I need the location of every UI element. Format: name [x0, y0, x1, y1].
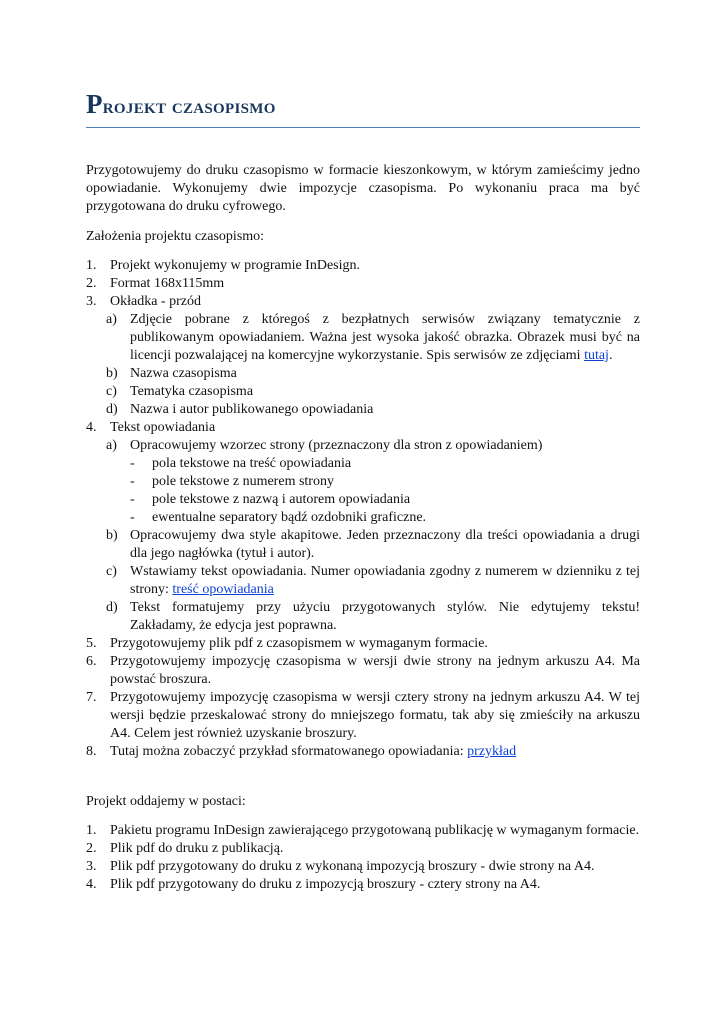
sublist-item [86, 365, 640, 383]
item-text: Okładka - przód [110, 294, 201, 309]
item-number: 7. [86, 690, 97, 705]
list-item [86, 635, 640, 653]
dash-marker: - [130, 456, 135, 471]
item-text: Pakietu programu InDesign zawierającego przygotowaną publikację w wymaganym formacie. [110, 823, 640, 838]
sublist [106, 311, 640, 419]
item-number: 1. [86, 823, 97, 838]
sub-number: d) [106, 600, 118, 615]
sub-number: c) [106, 384, 117, 399]
sub-text: Tematyka czasopisma [130, 384, 254, 399]
dash-item [86, 491, 640, 509]
item-text: Tutaj można zobaczyć przykład sformatowanego opowiadania: [110, 744, 468, 759]
sub-number: a) [106, 438, 117, 453]
list-item [86, 293, 640, 419]
dash-text: pola tekstowe na treść opowiadania [152, 456, 352, 471]
dash-text: pole tekstowe z nazwą i autorem opowiadania [152, 492, 411, 507]
list-item [86, 257, 640, 275]
dash-item [86, 455, 640, 473]
services-link[interactable]: tutaj [584, 348, 609, 363]
sub-text: Tekst formatujemy przy użyciu przygotowanych stylów. Nie edytujemy tekstu! Zakładamy, że edycja jest poprawna. [130, 600, 640, 633]
item-text: Przygotowujemy impozycję czasopisma w wersji cztery strony na jednym arkuszu A4. W tej wersji będzie przeskalować strony do mniejszego formatu, tak aby się zmieściły na arkuszu A4. Celem jest również uzyskanie broszury. [110, 690, 640, 741]
dash-marker: - [130, 510, 135, 525]
item-number: 1. [86, 258, 97, 273]
dash-item [86, 509, 640, 527]
list-item [86, 419, 640, 635]
list-item [86, 840, 640, 858]
item-text: Projekt wykonujemy w programie InDesign. [110, 258, 361, 273]
page-title [86, 88, 646, 120]
example-link[interactable]: przykład [467, 744, 517, 759]
title-initial: P [86, 89, 103, 119]
item-text: Format 168x115mm [110, 276, 225, 291]
title-rest: rojekt czasopismo [102, 94, 276, 118]
item-text: Tekst opowiadania [110, 420, 216, 435]
dash-item [86, 473, 640, 491]
sublist-item [86, 437, 640, 527]
sublist-item [86, 599, 640, 635]
sub-number: b) [106, 366, 118, 381]
item-number: 4. [86, 877, 97, 892]
sublist-item [86, 383, 640, 401]
sub-text: Zdjęcie pobrane z któregoś z bezpłatnych serwisów związany tematycznie z publikowanym opowiadaniem. Ważna jest wysoka jakość obrazka. Obrazek musi być na licencji pozwalającej na komercyjne wykorzystanie. Spis serwisów ze zdjęciami [130, 312, 640, 363]
list-item [86, 743, 640, 761]
list-item [86, 689, 640, 743]
item-text: Plik pdf przygotowany do druku z impozycją broszury - cztery strony na A4. [110, 877, 541, 892]
item-number: 8. [86, 744, 97, 759]
sub-text-after: . [608, 348, 613, 363]
item-text: Przygotowujemy plik pdf z czasopismem w wymaganym formacie. [110, 636, 488, 651]
sub-number: c) [106, 564, 117, 579]
dash-list [86, 455, 640, 527]
list-item [86, 653, 640, 689]
sub-text: Nazwa i autor publikowanego opowiadania [130, 402, 374, 417]
list-item [86, 822, 640, 840]
item-text: Plik pdf przygotowany do druku z wykonaną impozycją broszury - dwie strony na A4. [110, 859, 595, 874]
sub-text: Opracowujemy dwa style akapitowe. Jeden przeznaczony dla treści opowiadania a drugi dla jego nagłówka (tytuł i autor). [130, 528, 640, 561]
submission-list [86, 822, 640, 894]
title-underline [86, 127, 640, 128]
item-number: 3. [86, 859, 97, 874]
list-item [86, 858, 640, 876]
sublist-item [86, 401, 640, 419]
submission-heading: Projekt oddajemy w postaci: [86, 794, 246, 809]
sub-text: Opracowujemy wzorzec strony (przeznaczony dla stron z opowiadaniem) [130, 438, 543, 453]
sublist-item [86, 563, 640, 599]
dash-text: pole tekstowe z numerem strony [152, 474, 334, 489]
sub-number: a) [106, 312, 117, 327]
sub-text: Nazwa czasopisma [130, 366, 237, 381]
sub-text: Wstawiamy tekst opowiadania. Numer opowiadania zgodny z numerem w dzienniku z tej strony: [130, 564, 640, 597]
item-number: 4. [86, 420, 97, 435]
assumptions-heading: Założenia projektu czasopismo: [86, 229, 265, 244]
item-text: Przygotowujemy impozycję czasopisma w wersji dwie strony na jednym arkuszu A4. Ma powstać broszura. [110, 654, 640, 687]
list-item [86, 275, 640, 293]
item-number: 3. [86, 294, 97, 309]
sub-number: b) [106, 528, 118, 543]
dash-text: ewentualne separatory bądź ozdobniki graficzne. [152, 510, 427, 525]
item-number: 5. [86, 636, 97, 651]
steps-list [86, 257, 640, 761]
item-number: 2. [86, 841, 97, 856]
dash-marker: - [130, 492, 135, 507]
item-number: 2. [86, 276, 97, 291]
dash-marker: - [130, 474, 135, 489]
item-text: Plik pdf do druku z publikacją. [110, 841, 284, 856]
intro-paragraph: Przygotowujemy do druku czasopismo w formacie kieszonkowym, w którym zamieścimy jedno opowiadanie. Wykonujemy dwie impozycje czasopisma. Po wykonaniu praca ma być przygotowana do druku cyfrowego. [86, 163, 640, 214]
list-item [86, 876, 640, 894]
sublist-item [86, 527, 640, 563]
sub-number: d) [106, 402, 118, 417]
sublist-item [86, 311, 640, 365]
sublist [106, 437, 640, 635]
item-number: 6. [86, 654, 97, 669]
story-text-link[interactable]: treść opowiadania [172, 582, 274, 597]
